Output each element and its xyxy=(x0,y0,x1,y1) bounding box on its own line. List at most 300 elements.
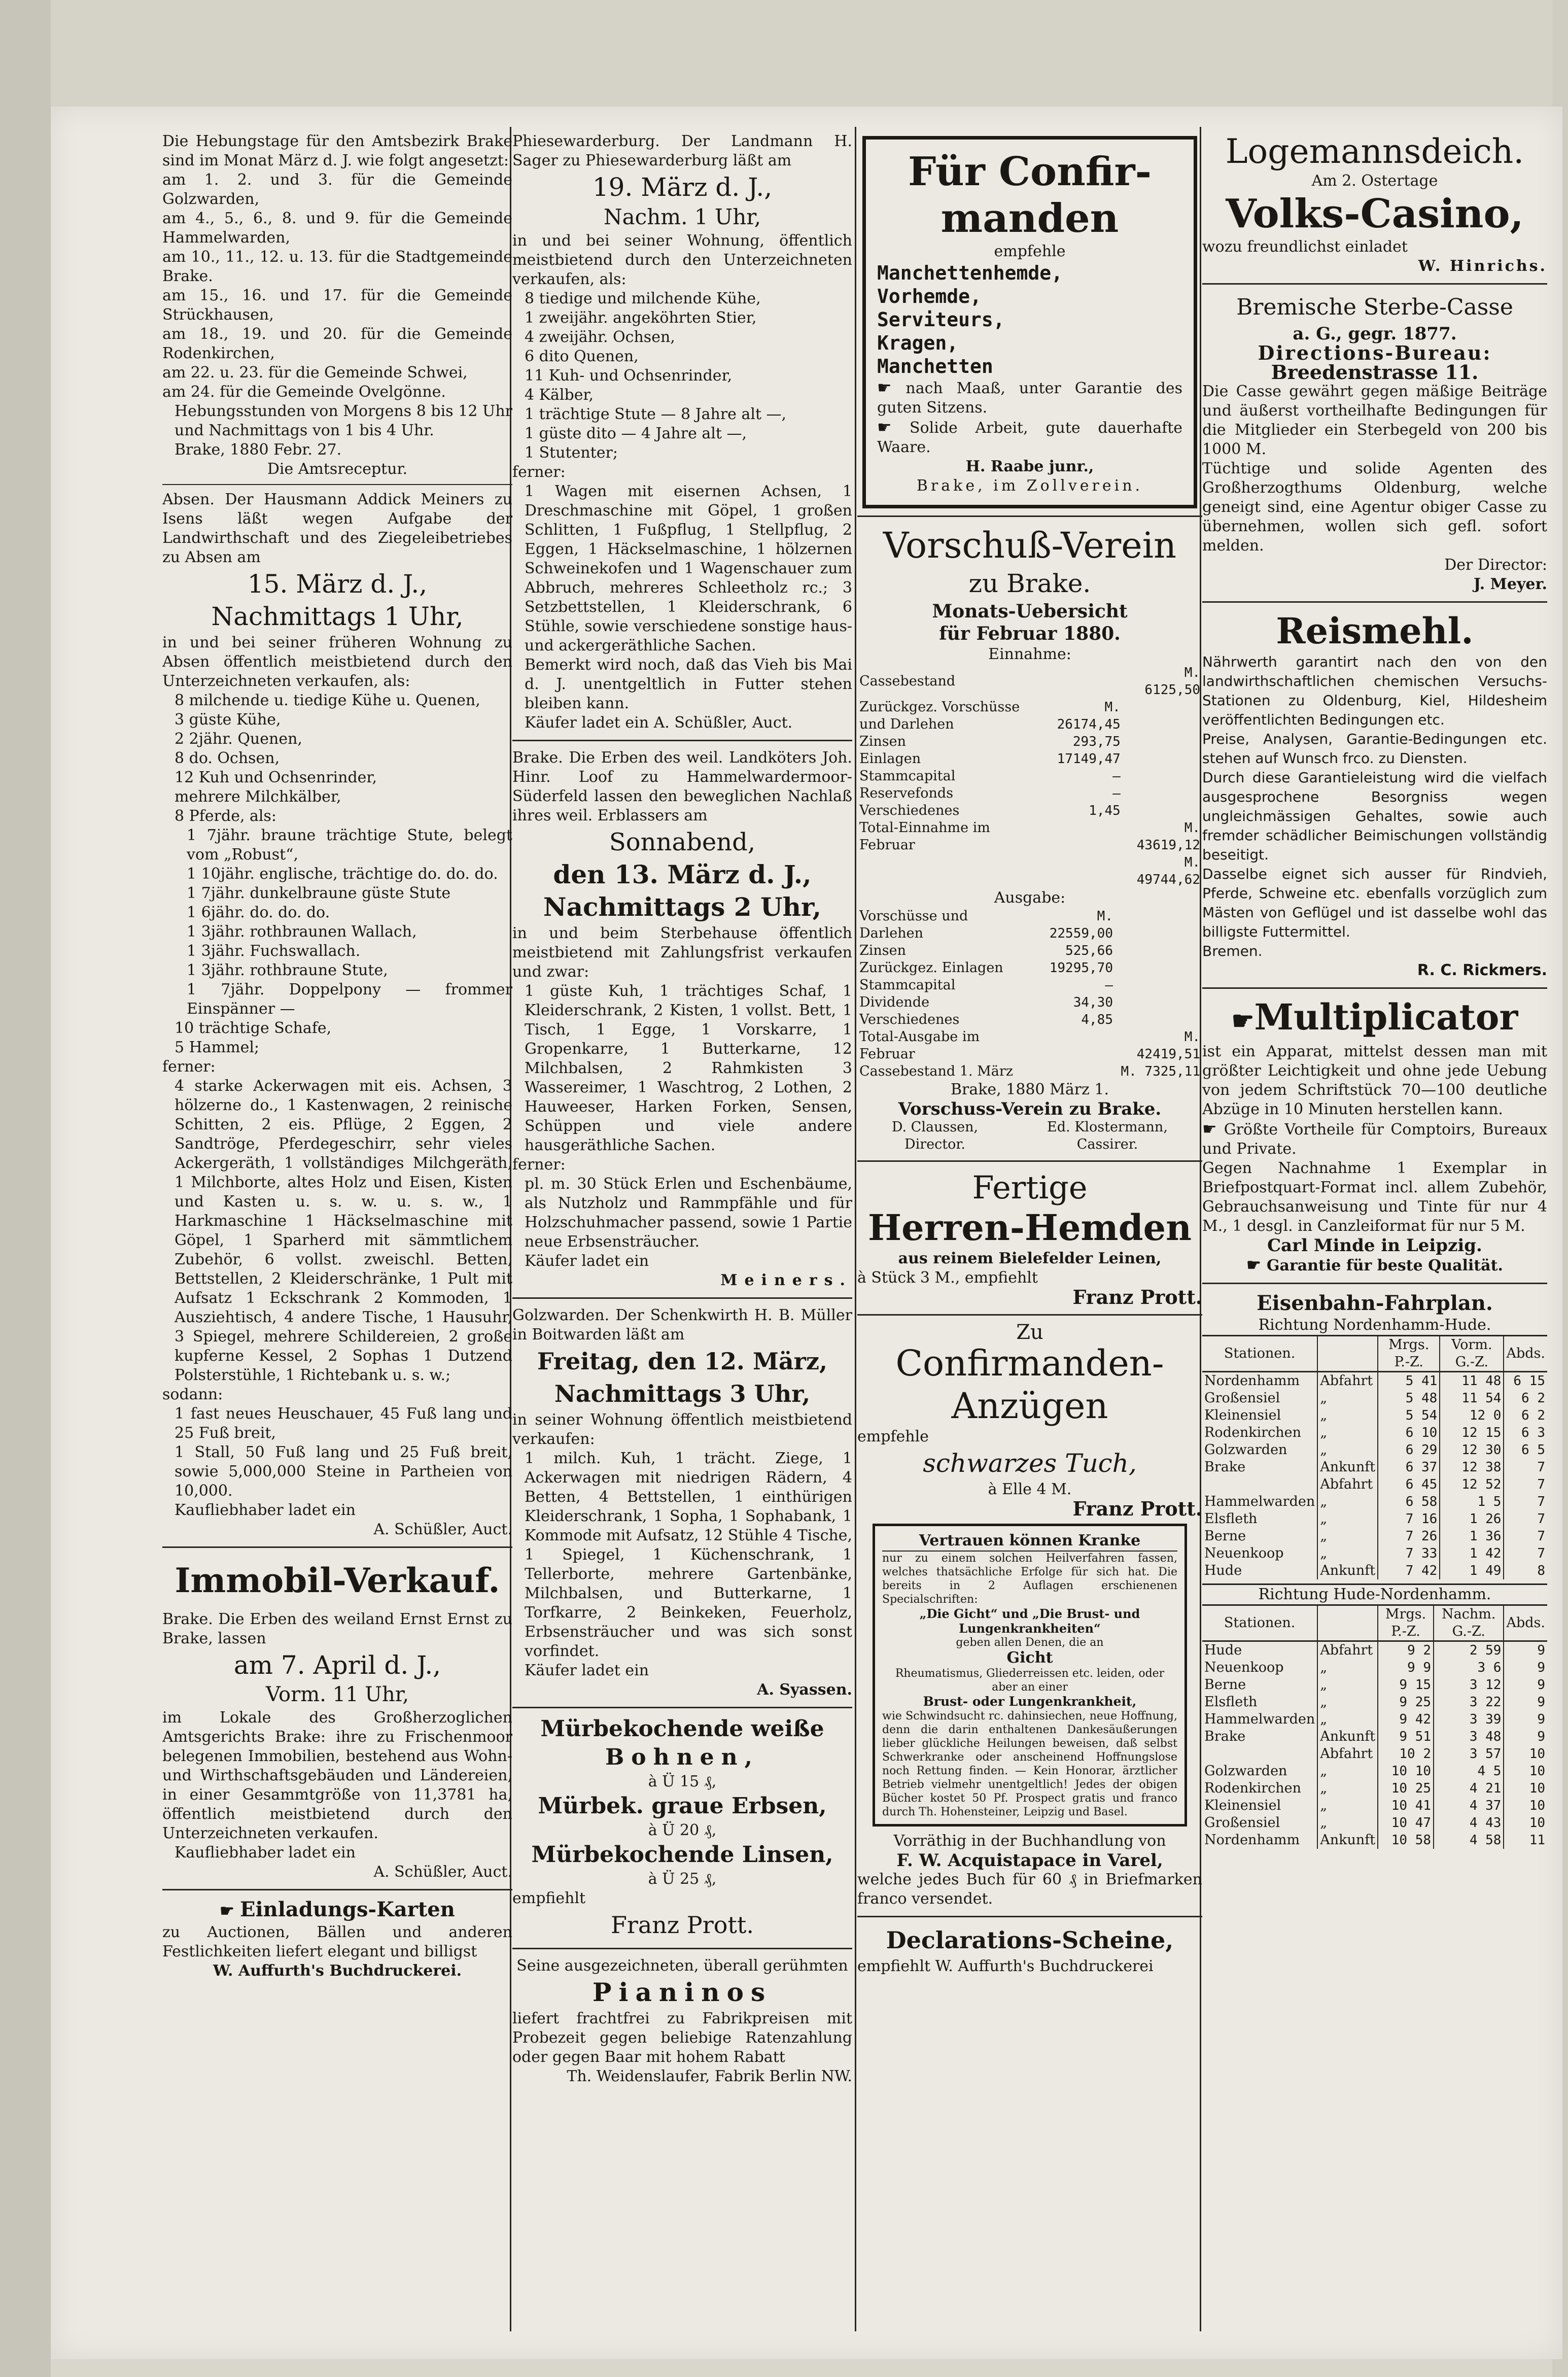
hebung-line: Die Hebungstage für den Amtsbezirk Brake sind im Monat März d. J. wie folgt angesetzt: xyxy=(162,132,512,169)
loof-day: Sonnabend, xyxy=(609,828,756,856)
confirmanden-body-2 xyxy=(877,418,1182,457)
finance-label xyxy=(857,854,1043,888)
divider xyxy=(162,484,512,485)
timetable-station: Berne xyxy=(1204,1677,1246,1693)
phies-item: 1 Wagen mit eisernen Achsen, 1 Dreschmaschine mit Göpel, 1 großen Schlitten, 1 Fußpflug, 1 Stellpflug, 2 Eggen, 1 Häckselmaschine, 1 hölzernen Schweinekofen und 1 Wagenschauer zum Abbruch, mehreres Schleetholz rc.; 3 Setzbettstellen, 1 Kleiderschrank, 6 Stühle, sowie verschiedene sonstige haus- und ackergeräthliche Sachen. xyxy=(525,483,852,654)
timetable-time: 6 2 xyxy=(1504,1390,1547,1407)
timetable-time: 9 xyxy=(1504,1728,1547,1745)
timetable-station: Elsfleth xyxy=(1204,1511,1258,1527)
krankheit-body: nur zu einem solchen Heilverfahren fassen, welches thatsächliche Erfolge für sich hat. Die bereits in 2 Auflagen erschienenen Specialschriften: xyxy=(882,1552,1177,1606)
hebung-line: am 22. u. 23. für die Gemeinde Schwei, xyxy=(162,364,468,382)
absen-intro: Absen. Der Hausmann Addick Meiners zu Isens läßt wegen Aufgabe der Landwirthschaft und des Ziegeleibetriebes zu Absen am xyxy=(162,491,512,566)
fahrplan-sub-1: Richtung Nordenhamm-Hude. xyxy=(1202,1316,1547,1336)
finance-value: M. 26174,45 xyxy=(1057,700,1121,732)
timetable-time: 5 48 xyxy=(1378,1390,1440,1407)
finance-row xyxy=(857,977,1202,994)
timetable-type: „ xyxy=(1317,1510,1378,1528)
divider xyxy=(1202,283,1547,285)
timetable-time: 7 xyxy=(1504,1476,1547,1493)
finance-value: 1,45 xyxy=(1089,803,1121,818)
phies-item: 1 trächtige Stute — 8 Jahre alt —, xyxy=(525,405,787,423)
absen-item: ferner: xyxy=(162,1058,216,1076)
timetable-time: 1 36 xyxy=(1440,1528,1504,1545)
timetable-time: 10 xyxy=(1504,1763,1547,1780)
timetable-station: Rodenkirchen xyxy=(1204,1425,1302,1440)
timetable-time: 9 25 xyxy=(1378,1694,1434,1711)
timetable-time: 10 25 xyxy=(1378,1780,1434,1797)
absen-item: Kaufliebhaber ladet ein xyxy=(175,1501,356,1519)
timetable-time: 3 48 xyxy=(1434,1728,1504,1745)
absen-item: 1 3jähr. rothbraune Stute, xyxy=(187,961,388,979)
finance-label: Total-Ausgabe im Februar xyxy=(859,1029,980,1062)
multiplicator-guarantee xyxy=(1202,1255,1547,1276)
golz-time: Nachmittags 3 Uhr, xyxy=(554,1380,811,1407)
hebung-line: am 18., 19. und 20. für die Gemeinde Rodenkirchen, xyxy=(162,325,512,362)
krankheit-title: Vertrauen können Kranke xyxy=(882,1531,1177,1552)
timetable-type: „ xyxy=(1317,1676,1378,1694)
timetable-time: 6 10 xyxy=(1378,1424,1440,1441)
divider xyxy=(1202,987,1547,989)
timetable-time: 9 42 xyxy=(1378,1711,1434,1728)
timetable-header: Abds. xyxy=(1504,1606,1547,1641)
finance-value xyxy=(1043,854,1123,888)
confirmanden-item: Kragen, xyxy=(877,332,959,354)
prott-signature: Franz Prott. xyxy=(610,1911,754,1939)
timetable-time: 10 41 xyxy=(1378,1797,1434,1814)
immobil-signature: A. Schüßler, Auct. xyxy=(373,1863,512,1881)
confirmanden-item: Manchettenhemde, xyxy=(877,262,1063,284)
hebung-line: Hebungsstunden von Morgens 8 bis 12 Uhr und Nachmittags von 1 bis 4 Uhr. xyxy=(175,402,512,439)
finance-value: 34,30 xyxy=(1073,995,1113,1010)
timetable-time: 8 xyxy=(1504,1562,1547,1579)
timetable-time: 9 xyxy=(1504,1641,1547,1660)
fahrplan-title: Eisenbahn-Fahrplan. xyxy=(1257,1291,1493,1315)
timetable-row xyxy=(1202,1832,1547,1849)
finance-row xyxy=(857,854,1202,888)
finance-value: M. 43619,12 xyxy=(1136,820,1200,853)
absen-item: 1 3jähr. rothbraunen Wallach, xyxy=(187,923,417,941)
vorschuss-name-1: D. Claussen, Director. xyxy=(891,1119,979,1152)
loof-items-2: pl. m. 30 Stück Erlen und Eschenbäume, als Nutzholz und Rammpfähle und für Holzschuhmacher passend, sowie 1 Partie neue Erbsensträucher. xyxy=(525,1175,852,1251)
absen-item: A. Schüßler, Auct. xyxy=(373,1521,512,1538)
timetable-row xyxy=(1202,1780,1547,1797)
reismehl-body-2: Preise, Analysen, Garantie-Bedingungen etc. stehen auf Wunsch frco. zu Diensten. xyxy=(1202,731,1547,767)
divider xyxy=(512,1297,852,1299)
finance-value: 293,75 xyxy=(1072,734,1121,749)
finance-value xyxy=(1123,768,1202,785)
multiplicator-signature: Carl Minde in Leipzig. xyxy=(1267,1235,1482,1256)
multiplicator-body-2 xyxy=(1202,1119,1547,1159)
timetable-time: 3 39 xyxy=(1434,1711,1504,1728)
absen-item: 1 Stall, 50 Fuß lang und 25 Fuß breit, sowie 5,000,000 Steine in Partheien von 10,000. xyxy=(175,1443,512,1500)
hebung-line: am 24. für die Gemeinde Ovelgönne. xyxy=(162,383,446,401)
timetable-time: 9 xyxy=(1504,1659,1547,1676)
timetable-time: 7 xyxy=(1504,1493,1547,1510)
finance-label: Stammcapital xyxy=(859,977,956,993)
divider xyxy=(512,740,852,741)
sterbe-signature: J. Meyer. xyxy=(1473,575,1547,593)
timetable-type: „ xyxy=(1317,1424,1378,1441)
confirmanden-title-1: Für Confir- xyxy=(908,149,1152,195)
finance-row xyxy=(857,733,1202,750)
krankheit-footer: Vorräthig in der Buchhandlung von xyxy=(893,1832,1166,1850)
confirmanden-signature: H. Raabe junr., xyxy=(965,458,1094,475)
hebung-line: am 10., 11., 12. u. 13. für die Stadtgemeinde Brake. xyxy=(162,248,512,285)
confirmanden-item: Manchetten xyxy=(877,355,993,377)
loof-items: 1 güste Kuh, 1 trächtiges Schaf, 1 Kleiderschrank, 2 Kisten, 1 vollst. Bett, 1 Tisch, 1 Egge, 1 Vorskarre, 1 Gropenkarre, 1 Butterkarne, 12 Milchbalsen, 2 Rahmkisten 3 Wassereimer, 1 Waschtrog, 2 Lothen, 2 Hauweeser, Harken Forken, Sensen, Schüppen und viele andere hausgeräthliche Sachen. xyxy=(525,982,852,1154)
immobil-body: im Lokale des Großherzoglichen Amtsgerichts Brake: ihre zu Frischenmoor belegenen Immobilien, bestehend aus Wohn- und Wirthschaftsgebäuden und Ländereien, in einer Gesammtgröße von 11,3781 ha, öffentlich meistbietend durch den Unterzeichneten verkaufen. xyxy=(162,1709,512,1842)
phies-item: 4 zweijähr. Ochsen, xyxy=(525,328,675,346)
timetable-station: Hude xyxy=(1204,1563,1242,1578)
timetable-time: 2 59 xyxy=(1434,1641,1504,1660)
loof-signature: Meiners. xyxy=(720,1271,852,1289)
timetable-row xyxy=(1202,1676,1547,1694)
reismehl-body-4: Dasselbe eignet sich ausser für Rindvieh, Pferde, Schweine etc. ebenfalls vorzüglich zum Mästen von Geflügel und ist dasselbe wohl das billigste Futtermittel. xyxy=(1202,866,1547,940)
krankheit-body-2: geben allen Denen, die an xyxy=(956,1636,1104,1649)
finance-label: Verschiedenes xyxy=(859,1012,960,1027)
phies-items xyxy=(512,289,852,733)
timetable-time: 10 xyxy=(1504,1745,1547,1763)
timetable-time: 9 15 xyxy=(1378,1676,1434,1694)
finance-row xyxy=(857,664,1202,699)
timetable-time: 9 2 xyxy=(1378,1641,1434,1660)
absen-items xyxy=(162,691,512,1539)
timetable-type: „ xyxy=(1317,1545,1378,1562)
phies-body: in und bei seiner Wohnung, öffentlich meistbietend durch den Unterzeichneten verkaufen, als: xyxy=(512,232,852,288)
timetable-time: 12 0 xyxy=(1440,1407,1504,1424)
golz-date: Freitag, den 12. März, xyxy=(537,1348,828,1375)
timetable-row xyxy=(1202,1390,1547,1407)
pointing-hand-icon: ☛ xyxy=(877,378,906,397)
logemannsdeich-title: Logemannsdeich. xyxy=(1225,132,1524,171)
timetable-type: Abfahrt xyxy=(1317,1476,1378,1493)
erbsen-price: à Ü 20 ₰, xyxy=(648,1821,717,1839)
multiplicator-guarantee-text: Garantie für beste Qualität. xyxy=(1266,1257,1503,1274)
finance-value xyxy=(1043,819,1123,854)
einladung-title-text: Einladungs-Karten xyxy=(239,1898,455,1921)
timetable-type: „ xyxy=(1317,1780,1378,1797)
herren-title-2: Herren-Hemden xyxy=(867,1207,1192,1249)
reismehl-signature: R. C. Rickmers. xyxy=(1417,961,1547,979)
finance-value: — xyxy=(1105,978,1113,993)
sterbe-role: Der Director: xyxy=(1444,556,1547,574)
timetable-time: 4 5 xyxy=(1434,1763,1504,1780)
loof-date: den 13. März d. J., xyxy=(553,859,812,889)
timetable-type: „ xyxy=(1317,1659,1378,1676)
timetable-header: Stationen. xyxy=(1202,1336,1317,1372)
timetable-time: 1 49 xyxy=(1440,1562,1504,1579)
finance-value: M. 7325,11 xyxy=(1121,1064,1200,1079)
vorschuss-sub-2: für Februar 1880. xyxy=(939,623,1121,644)
timetable-time: 7 xyxy=(1504,1459,1547,1476)
absen-item: 1 3jähr. Fuchswallach. xyxy=(187,942,361,960)
absen-item: 1 fast neues Heuschauer, 45 Fuß lang und 25 Fuß breit, xyxy=(175,1405,512,1442)
phies-item: 6 dito Quenen, xyxy=(525,348,639,365)
finance-value xyxy=(1123,785,1202,802)
fahrplan-sub-2: Richtung Hude-Nordenhamm. xyxy=(1202,1583,1547,1606)
multiplicator-title xyxy=(1202,996,1547,1042)
loof-intro: Brake. Die Erben des weil. Landköters Joh. Hinr. Loof zu Hammelwardermoor-Süderfeld lassen den beweglichen Nachlaß ihres weil. Erblassers am xyxy=(512,749,852,824)
immobil-invite: Kaufliebhaber ladet ein xyxy=(175,1844,356,1862)
finance-value: 4,85 xyxy=(1081,1012,1113,1027)
column-4 xyxy=(1202,132,1547,2336)
vorschuss-names xyxy=(857,1119,1202,1153)
finance-row xyxy=(857,768,1202,785)
timetable-type: Ankunft xyxy=(1317,1832,1378,1849)
timetable-time: 1 26 xyxy=(1440,1510,1504,1528)
krankheit-body-3: Rheumatismus, Gliederreissen etc. leiden, oder aber an einer xyxy=(895,1667,1165,1694)
absen-item: mehrere Milchkälber, xyxy=(175,788,341,806)
finance-value: M. 42419,51 xyxy=(1136,1029,1200,1062)
phies-item: 1 güste dito — 4 Jahre alt —, xyxy=(525,425,747,442)
immobil-date: am 7. April d. J., xyxy=(233,1650,441,1680)
finance-row xyxy=(857,785,1202,802)
timetable-time: 3 22 xyxy=(1434,1694,1504,1711)
timetable-time: 6 3 xyxy=(1504,1424,1547,1441)
logemannsdeich-sub: Am 2. Ostertage xyxy=(1311,172,1438,190)
finance-label: Cassebestand xyxy=(859,673,956,689)
bohnen-price: à Ü 15 ₰, xyxy=(648,1773,717,1790)
timetable-station: Rodenkirchen xyxy=(1204,1780,1302,1796)
sterbe-title: Bremische Sterbe-Casse xyxy=(1236,294,1513,320)
timetable-time: 10 2 xyxy=(1378,1745,1434,1763)
timetable-time: 12 38 xyxy=(1440,1459,1504,1476)
finance-label: Einlagen xyxy=(859,751,921,767)
hebung-line: Die Amtsreceptur. xyxy=(267,460,408,478)
hebung-notice xyxy=(162,132,512,479)
timetable-station: Neuenkoop xyxy=(1204,1660,1284,1675)
anzug-price: à Elle 4 M. xyxy=(988,1480,1072,1498)
finance-value: M. 49744,62 xyxy=(1136,855,1200,887)
timetable-row xyxy=(1202,1493,1547,1510)
timetable-row xyxy=(1202,1659,1547,1676)
absen-item: 10 trächtige Schafe, xyxy=(175,1019,332,1037)
pointing-hand-icon: ☛ xyxy=(1246,1255,1267,1274)
herren-body: aus reinem Bielefelder Leinen, xyxy=(898,1250,1162,1267)
timetable-row xyxy=(1202,1814,1547,1832)
multiplicator-body-3: Gegen Nachnahme 1 Exemplar in Briefpostquart-Format incl. allem Zubehör, Gebrauchsanweisung und Tinte für nur 4 M., 1 desgl. in Canzleiformat für nur 5 M. xyxy=(1202,1159,1547,1235)
timetable-time: 4 37 xyxy=(1434,1797,1504,1814)
einladung-title xyxy=(162,1898,512,1923)
phies-item: 8 tiedige und milchende Kühe, xyxy=(525,290,761,307)
phies-item: 1 Stutenter; xyxy=(525,444,618,462)
hebung-line: am 4., 5., 6., 8. und 9. für die Gemeinde Hammelwarden, xyxy=(162,210,512,247)
timetable-time: 10 47 xyxy=(1378,1814,1434,1832)
loof-invite: Käufer ladet ein xyxy=(525,1252,649,1270)
timetable-type: Abfahrt xyxy=(1317,1745,1378,1763)
finance-value xyxy=(1115,942,1202,959)
logemannsdeich-body: wozu freundlichst einladet xyxy=(1202,238,1408,256)
timetable-station: Großensiel xyxy=(1204,1815,1280,1831)
absen-item: 1 7jähr. Doppelpony — frommer Einspänner — xyxy=(187,981,512,1018)
timetable-time: 5 41 xyxy=(1378,1372,1440,1390)
linsen-price: à Ü 25 ₰, xyxy=(648,1870,717,1888)
timetable-row xyxy=(1202,1424,1547,1441)
anzug-line-2: Confirmanden- xyxy=(895,1342,1164,1384)
finance-label: Verschiedenes xyxy=(859,803,960,818)
pointing-hand-icon: ☛ xyxy=(220,1901,240,1920)
sterbe-directions: Directions-Bureau: xyxy=(1258,341,1492,364)
pointing-hand-icon: ☛ xyxy=(1231,1006,1255,1036)
column-3 xyxy=(857,132,1202,2336)
confirmanden-body xyxy=(877,378,1182,418)
confirmanden-body-2-text: Solide Arbeit, gute dauerhafte Waare. xyxy=(877,419,1183,456)
timetable-station: Elsfleth xyxy=(1204,1694,1258,1710)
timetable-row xyxy=(1202,1745,1547,1763)
timetable-row xyxy=(1202,1694,1547,1711)
divider xyxy=(162,1546,512,1548)
finance-row xyxy=(857,1011,1202,1028)
einnahme-heading: Einnahme: xyxy=(988,645,1071,663)
timetable-type: „ xyxy=(1317,1814,1378,1832)
timetable-row xyxy=(1202,1763,1547,1780)
pointing-hand-icon: ☛ xyxy=(877,418,910,437)
finance-label: Zurückgez. Einlagen xyxy=(859,960,1003,976)
timetable-station: Kleinensiel xyxy=(1204,1407,1281,1423)
absen-item: sodann: xyxy=(162,1386,223,1403)
column-rule xyxy=(855,127,856,2331)
timetable-station: Nordenhamm xyxy=(1204,1832,1300,1848)
hebung-line: Brake, 1880 Febr. 27. xyxy=(175,441,342,459)
phies-item: 4 Kälber, xyxy=(525,386,594,404)
einnahme-table xyxy=(857,664,1202,888)
divider xyxy=(857,1160,1202,1162)
timetable-time: 4 21 xyxy=(1434,1780,1504,1797)
timetable-time: 10 xyxy=(1504,1780,1547,1797)
scan-left-margin xyxy=(0,0,51,2377)
timetable-station: Kleinensiel xyxy=(1204,1798,1281,1813)
timetable-time: 9 xyxy=(1504,1676,1547,1694)
loof-time: Nachmittags 2 Uhr, xyxy=(543,892,822,922)
krankheit-ad xyxy=(873,1524,1187,1827)
absen-item: 8 milchende u. tiedige Kühe u. Quenen, xyxy=(175,692,480,709)
timetable-time: 12 15 xyxy=(1440,1424,1504,1441)
timetable-time: 12 52 xyxy=(1440,1476,1504,1493)
timetable-time: 7 42 xyxy=(1378,1562,1440,1579)
timetable-time: 3 6 xyxy=(1434,1659,1504,1676)
timetable-type: Ankunft xyxy=(1317,1562,1378,1579)
finance-label: Zinsen xyxy=(859,943,907,958)
column-2 xyxy=(512,132,852,2336)
timetable-time: 6 2 xyxy=(1504,1407,1547,1424)
timetable-row xyxy=(1202,1476,1547,1493)
timetable-type: Abfahrt xyxy=(1317,1641,1378,1660)
pianino-intro: Seine ausgezeichneten, überall gerühmten xyxy=(516,1957,848,1975)
divider xyxy=(857,1314,1202,1316)
finance-value: 19295,70 xyxy=(1049,960,1113,976)
sterbe-body-2: Tüchtige und solide Agenten des Großherzogthums Oldenburg, welche geneigt sind, eine Agentur obiger Casse zu übernehmen, wollen sich gefl. sofort melden. xyxy=(1202,460,1547,555)
vorschuss-title: Vorschuß-Verein xyxy=(883,525,1177,566)
divider xyxy=(512,1948,852,1949)
linsen-line: Mürbekochende Linsen, xyxy=(531,1842,833,1868)
absen-time: Nachmittags 1 Uhr, xyxy=(211,602,464,631)
pointing-hand-icon: ☛ xyxy=(1202,1119,1224,1139)
finance-value xyxy=(1028,1028,1115,1063)
finance-value: — xyxy=(1112,786,1121,801)
timetable-time: 1 42 xyxy=(1440,1545,1504,1562)
timetable-type: „ xyxy=(1317,1528,1378,1545)
absen-item: 1 10jähr. englische, trächtige do. do. do. xyxy=(187,865,498,883)
vorschuss-signature: Vorschuss-Verein zu Brake. xyxy=(898,1099,1162,1119)
timetable-row xyxy=(1202,1441,1547,1459)
phies-item: Bemerkt wird noch, daß das Vieh bis Mai d. J. unentgeltlich in Futter stehen bleiben kann. xyxy=(525,656,852,712)
timetable-time: 10 10 xyxy=(1378,1763,1434,1780)
timetable-station xyxy=(1202,1476,1317,1493)
timetable-type: Ankunft xyxy=(1317,1728,1378,1745)
golz-body: in seiner Wohnung öffentlich meistbietend verkaufen: xyxy=(512,1411,852,1448)
krankheit-gicht: Gicht xyxy=(1006,1649,1053,1667)
timetable-header xyxy=(1317,1606,1378,1641)
divider xyxy=(857,515,1202,517)
absen-item: 2 2jähr. Quenen, xyxy=(175,730,302,748)
timetable-station xyxy=(1202,1745,1317,1763)
sterbe-sub: a. G., gegr. 1877. xyxy=(1293,324,1457,344)
anzug-empfehle: empfehle xyxy=(857,1428,929,1445)
finance-label: Vorschüsse und Darlehen xyxy=(859,908,968,941)
golz-signature: A. Syassen. xyxy=(757,1681,852,1699)
phies-time: Nachm. 1 Uhr, xyxy=(603,204,761,229)
herren-signature: Franz Prott. xyxy=(1072,1286,1202,1308)
timetable-time: 6 5 xyxy=(1504,1441,1547,1459)
finance-row xyxy=(857,750,1202,768)
sterbe-address: Breedenstrasse 11. xyxy=(1271,361,1479,384)
logemannsdeich-signature: W. Hinrichs. xyxy=(1418,257,1547,275)
finance-row xyxy=(857,699,1202,733)
timetable-row xyxy=(1202,1459,1547,1476)
finance-value xyxy=(1115,959,1202,977)
timetable-time: 11 xyxy=(1504,1832,1547,1849)
timetable-type: „ xyxy=(1317,1711,1378,1728)
pianino-signature: Th. Weidenslaufer, Fabrik Berlin NW. xyxy=(567,2068,852,2085)
reismehl-title: Reismehl. xyxy=(1276,610,1474,652)
timetable-station: Golzwarden xyxy=(1204,1763,1287,1779)
timetable-station: Großensiel xyxy=(1204,1390,1280,1406)
einladung-body: zu Auctionen, Bällen und anderen Festlichkeiten liefert elegant und billigst xyxy=(162,1923,512,1960)
confirmanden-body-text: nach Maaß, unter Garantie des guten Sitzens. xyxy=(877,380,1182,417)
einladung-signature: W. Auffurth's Buchdruckerei. xyxy=(213,1962,462,1980)
loof-ferner: ferner: xyxy=(512,1156,566,1174)
finance-value xyxy=(1123,802,1202,819)
timetable-type: „ xyxy=(1317,1763,1378,1780)
timetable-time: 7 16 xyxy=(1378,1510,1440,1528)
timetable-row xyxy=(1202,1510,1547,1528)
finance-row xyxy=(857,942,1202,959)
multiplicator-body-2-text: Größte Vortheile für Comptoirs, Bureaux und Private. xyxy=(1202,1121,1547,1158)
reismehl-body: Nährwerth garantirt nach den von den landwirthschaftlichen chemischen Versuchs-Stationen zu Oldenburg, Kiel, Hildesheim veröffentlichten Bedingungen etc. xyxy=(1202,653,1547,728)
timetable-time: 10 58 xyxy=(1378,1832,1434,1849)
herren-title: Fertige xyxy=(972,1169,1088,1206)
timetable-station: Hammelwarden xyxy=(1204,1711,1315,1727)
krankheit-brust: Brust- oder Lungenkrankheit, xyxy=(923,1694,1137,1709)
bohnen-line-2: Bohnen, xyxy=(605,1744,759,1770)
timetable-row xyxy=(1202,1641,1547,1660)
vorschuss-sub: Monats-Uebersicht xyxy=(932,601,1128,622)
timetable-station: Brake xyxy=(1204,1729,1246,1744)
finance-label: Reservefonds xyxy=(859,785,954,801)
finance-label: Zinsen xyxy=(859,734,907,749)
hebung-line: am 1. 2. und 3. für die Gemeinde Golzwarden, xyxy=(162,171,512,208)
pianino-title: Pianinos xyxy=(592,1977,773,2007)
multiplicator-body: ist ein Apparat, mittelst dessen man mit größter Leichtigkeit und ohne jede Uebung von jedem Schriftstück 70—100 deutliche Abzüge in 10 Minuten herstellen kann. xyxy=(1202,1043,1547,1118)
phies-item: 11 Kuh- und Ochsenrinder, xyxy=(525,367,733,385)
absen-item: 1 7jähr. braune trächtige Stute, belegt vom „Robust“, xyxy=(187,826,512,864)
timetable-type: „ xyxy=(1317,1797,1378,1814)
timetable-type: Abfahrt xyxy=(1317,1372,1378,1390)
golz-items: 1 milch. Kuh, 1 trächt. Ziege, 1 Ackerwagen mit niedrigen Rädern, 4 Betten, 4 Bettstellen, 1 einthürigen Kleiderschrank, 1 Sopha, 1 Sophabank, 1 Kommode mit Aufsatz, 12 Stühle 4 Tische, 1 Spiegel, 1 Küchenschrank, 1 Tellerborte, mehrere Gartenbänke, Milchbalsen, und Butterkarne, 1 Torfkarre, 2 Beinkeken, Feuerholz, Erbsensträucher und was sich sonst vorfindet. xyxy=(525,1450,852,1660)
finance-value xyxy=(1043,664,1123,699)
finance-value xyxy=(1115,977,1202,994)
anzug-line-1: Zu xyxy=(1016,1321,1043,1344)
